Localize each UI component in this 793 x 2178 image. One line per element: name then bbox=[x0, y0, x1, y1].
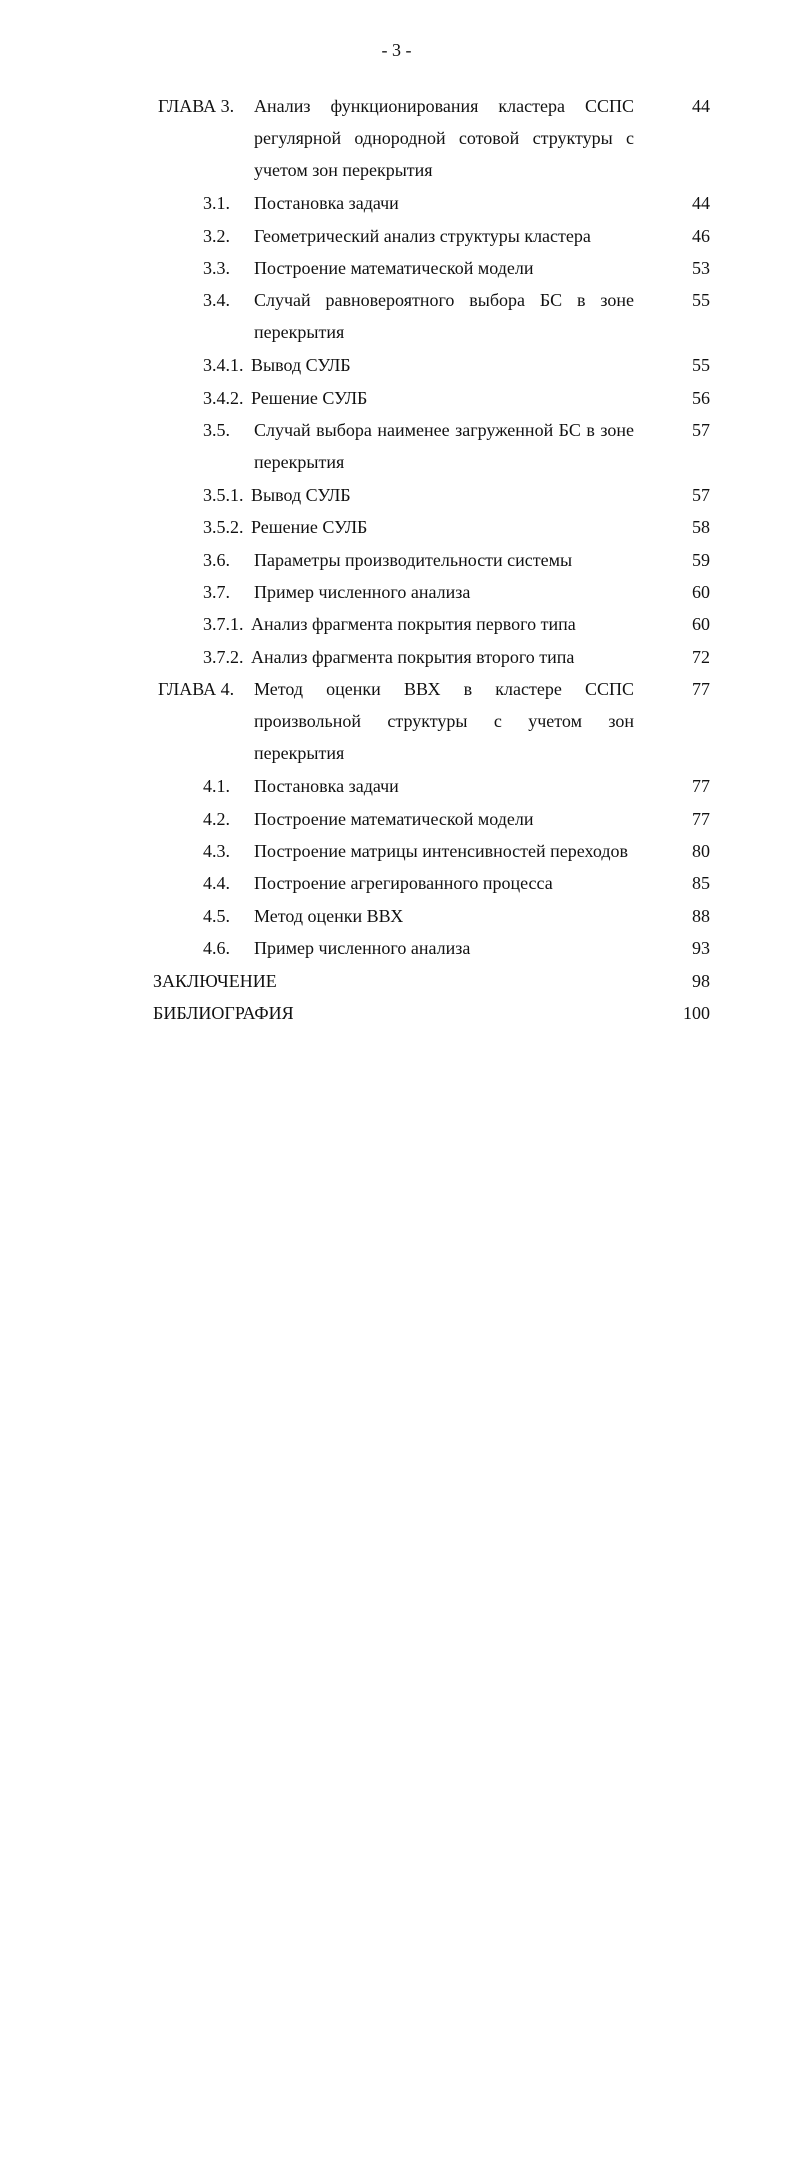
toc-entry[interactable] bbox=[0, 770, 793, 802]
toc-entry-number: 4.3. bbox=[203, 841, 230, 862]
toc-entry-number: 3.4.1. bbox=[203, 355, 244, 376]
toc-entry-number: 3.7. bbox=[203, 581, 230, 602]
toc-entry-title-line: регулярной однородной сотовой структуры с bbox=[254, 128, 634, 148]
toc-entry[interactable] bbox=[0, 544, 793, 576]
toc-entry[interactable] bbox=[0, 673, 793, 770]
toc-entry-page-number: 53 bbox=[692, 257, 710, 278]
toc-entry-title bbox=[254, 220, 634, 252]
toc-entry[interactable] bbox=[0, 867, 793, 899]
toc-entry-title-line: учетом зон перекрытия bbox=[254, 160, 433, 180]
toc-entry[interactable] bbox=[0, 414, 793, 479]
toc-entry[interactable] bbox=[0, 803, 793, 835]
page-number: - 3 - bbox=[381, 40, 412, 60]
toc-entry-title-line: Постановка задачи bbox=[254, 193, 399, 214]
toc-entry-number: 4.2. bbox=[203, 808, 230, 829]
toc-entry-title-line: произвольной структуры с учетом зон bbox=[254, 711, 634, 732]
toc-entry-title-line: Анализ фрагмента покрытия второго типа bbox=[251, 646, 575, 667]
toc-entry-title-line: Построение математической модели bbox=[254, 257, 534, 278]
toc-entry-title-line: Решение СУЛБ bbox=[251, 387, 368, 408]
toc-entry-title-line: Пример численного анализа bbox=[254, 938, 471, 959]
toc-entry-page-number: 88 bbox=[692, 905, 710, 926]
toc-entry-number: 3.3. bbox=[203, 257, 230, 278]
toc-entry-title bbox=[251, 479, 631, 511]
toc-entry-number: 3.6. bbox=[203, 549, 230, 570]
toc-entry-title-line: Геометрический анализ структуры кластера bbox=[254, 225, 591, 246]
toc-entry-page-number: 44 bbox=[692, 193, 710, 214]
toc-entry-title-line: перекрытия bbox=[254, 451, 345, 472]
toc-entry-title-line: ЗАКЛЮЧЕНИЕ bbox=[153, 970, 277, 991]
toc-entry-title bbox=[251, 608, 631, 640]
toc-entry-title-line: Случай выбора наименее загруженной БС в зоне bbox=[254, 419, 634, 440]
toc-entry-title bbox=[251, 382, 631, 414]
toc-entry-title bbox=[254, 932, 634, 964]
toc-entry-page-number: 77 bbox=[692, 808, 710, 829]
toc-entry-page-number: 57 bbox=[692, 419, 710, 440]
toc-entry-title bbox=[251, 511, 631, 543]
toc-entry[interactable] bbox=[0, 835, 793, 867]
toc-entry[interactable] bbox=[0, 900, 793, 932]
toc-entry-number: 3.5.2. bbox=[203, 517, 244, 538]
toc-entry-title-line: БИБЛИОГРАФИЯ bbox=[153, 1003, 294, 1023]
toc-entry-page-number: 58 bbox=[692, 517, 710, 538]
toc-entry-number: 4.6. bbox=[203, 938, 230, 959]
toc-entry-number: 4.5. bbox=[203, 905, 230, 926]
toc-entry-title bbox=[254, 576, 634, 608]
toc-entry[interactable] bbox=[0, 90, 793, 187]
toc-entry-title-line: Случай равновероятного выбора БС в зоне bbox=[254, 290, 634, 311]
toc-entry-page-number: 57 bbox=[692, 484, 710, 505]
toc-entry-page-number: 44 bbox=[692, 96, 710, 116]
toc-entry-number: 3.2. bbox=[203, 225, 230, 246]
toc-entry-title-line: Вывод СУЛБ bbox=[251, 484, 351, 505]
toc-entry-title bbox=[254, 187, 634, 219]
toc-entry-page-number: 93 bbox=[692, 938, 710, 959]
toc-entry-title bbox=[254, 867, 634, 899]
toc-entry[interactable] bbox=[0, 349, 793, 381]
toc-entry-page-number: 59 bbox=[692, 549, 710, 570]
toc-entry-title-line: Постановка задачи bbox=[254, 776, 399, 797]
toc-entry-title bbox=[254, 544, 634, 576]
toc-entry-title-line: Метод оценки ВВХ bbox=[254, 905, 404, 926]
toc-entry-page-number: 80 bbox=[692, 841, 710, 862]
toc-entry[interactable] bbox=[0, 576, 793, 608]
toc-entry[interactable] bbox=[0, 252, 793, 284]
table-of-contents bbox=[0, 90, 793, 1029]
toc-entry-page-number: 100 bbox=[683, 1003, 710, 1023]
toc-entry[interactable] bbox=[0, 220, 793, 252]
toc-entry-page-number: 55 bbox=[692, 355, 710, 376]
toc-entry[interactable] bbox=[0, 187, 793, 219]
toc-entry-page-number: 72 bbox=[692, 646, 710, 667]
toc-entry-title-line: Построение математической модели bbox=[254, 808, 534, 829]
toc-entry[interactable] bbox=[0, 608, 793, 640]
toc-entry-number: 3.7.2. bbox=[203, 646, 244, 667]
toc-entry-title bbox=[251, 641, 631, 673]
toc-entry-page-number: 77 bbox=[692, 679, 710, 700]
toc-entry-title-line: Построение матрицы интенсивностей переходов bbox=[254, 841, 628, 862]
toc-entry-title-line: Метод оценки ВВХ в кластере ССПС bbox=[254, 679, 634, 700]
toc-entry-page-number: 85 bbox=[692, 873, 710, 894]
toc-entry-page-number: 60 bbox=[692, 614, 710, 635]
toc-entry-title-line: перекрытия bbox=[254, 322, 345, 343]
toc-entry-title bbox=[251, 349, 631, 381]
toc-entry-number: 3.4. bbox=[203, 290, 230, 311]
toc-entry-title bbox=[254, 284, 634, 348]
toc-entry-page-number: 46 bbox=[692, 225, 710, 246]
toc-entry-page-number: 56 bbox=[692, 387, 710, 408]
toc-entry[interactable] bbox=[0, 479, 793, 511]
toc-entry-title-line: Вывод СУЛБ bbox=[251, 355, 351, 376]
toc-entry[interactable] bbox=[0, 965, 793, 997]
toc-entry-title bbox=[254, 673, 634, 769]
toc-entry-title bbox=[153, 965, 613, 997]
toc-entry-number: 3.7.1. bbox=[203, 614, 244, 635]
toc-entry-page-number: 60 bbox=[692, 581, 710, 602]
toc-entry-number: ГЛАВА 3. bbox=[158, 96, 235, 116]
toc-entry-title bbox=[153, 997, 613, 1029]
toc-entry-title-line: Параметры производительности системы bbox=[254, 549, 573, 570]
toc-entry-title-line: перекрытия bbox=[254, 743, 345, 764]
toc-entry-title bbox=[254, 414, 634, 478]
toc-entry-title bbox=[254, 252, 634, 284]
toc-entry[interactable] bbox=[0, 997, 793, 1029]
toc-entry-number: 3.1. bbox=[203, 193, 230, 214]
toc-entry-number: 4.4. bbox=[203, 873, 230, 894]
toc-entry-title-line: Пример численного анализа bbox=[254, 581, 471, 602]
toc-entry[interactable] bbox=[0, 382, 793, 414]
toc-entry[interactable] bbox=[0, 641, 793, 673]
toc-entry[interactable] bbox=[0, 932, 793, 964]
toc-entry-title bbox=[254, 90, 634, 186]
toc-entry[interactable] bbox=[0, 284, 793, 349]
toc-entry-number: ГЛАВА 4. bbox=[158, 679, 235, 700]
toc-entry-number: 3.4.2. bbox=[203, 387, 244, 408]
toc-entry-page-number: 55 bbox=[692, 290, 710, 311]
toc-entry-number: 3.5.1. bbox=[203, 484, 244, 505]
toc-entry-title-line: Анализ функционирования кластера ССПС bbox=[254, 96, 634, 116]
toc-entry-title bbox=[254, 900, 634, 932]
toc-entry[interactable] bbox=[0, 511, 793, 543]
toc-entry-title-line: Построение агрегированного процесса bbox=[254, 873, 553, 894]
toc-entry-page-number: 98 bbox=[692, 970, 710, 991]
toc-entry-number: 3.5. bbox=[203, 419, 230, 440]
toc-entry-title-line: Анализ фрагмента покрытия первого типа bbox=[251, 614, 576, 635]
toc-entry-number: 4.1. bbox=[203, 776, 230, 797]
toc-entry-title-line: Решение СУЛБ bbox=[251, 517, 368, 538]
toc-entry-title bbox=[254, 803, 634, 835]
toc-entry-title bbox=[254, 835, 634, 867]
toc-entry-title bbox=[254, 770, 634, 802]
toc-entry-page-number: 77 bbox=[692, 776, 710, 797]
